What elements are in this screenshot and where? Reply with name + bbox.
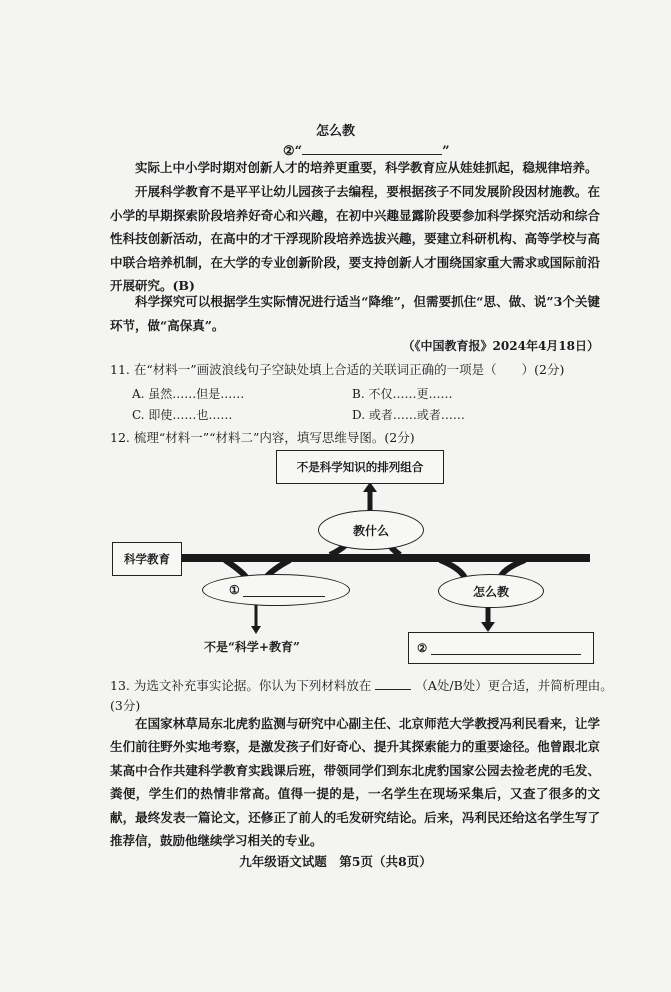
q11-option-a[interactable]: A. 虽然……但是…… (132, 387, 245, 401)
q11-option-d[interactable]: D. 或者……或者…… (352, 408, 465, 422)
q12-stem: 12. 梳理“材料一”“材料二”内容，填写思维导图。(2分) (110, 430, 415, 445)
ellipse-blank-1 (202, 574, 350, 606)
blank-suffix: ” (442, 144, 450, 159)
top-box: 不是科学知识的排列组合 (276, 450, 444, 484)
q13-material: 在国家林草局东北虎豹监测与研究中心副主任、北京师范大学教授冯利民看来，让学生们前往野外实地考察，是激发孩子们好奇心、提升其探索能力的重要途径。他曾跟北京某高中合作共建科学教育实践课后班，带领同学们到东北虎豹国家公园去捡老虎的毛发、粪便，学生们的热情非常高。值得一提的是，一名学生在现场采集后，又查了很多的文献，最终发表一篇论文，还修正了前人的毛发研究结论。后来，冯利民还给这名学生写了推荐信，鼓励他继续学习相关的专业。 (110, 716, 600, 849)
paragraph-2: 开展科学教育不是平平让幼儿园孩子去编程，要根据孩子不同发展阶段因材施教。在小学的早期探索阶段培养好奇心和兴趣，在初中兴趣显露阶段要参加科学探究活动和综合性科技创新活动，在高中的才干浮现阶段培养选拔兴趣，要建立科研机构、高等学校与高中联合培养机制，在大学的专业创新阶段，要支持创新人才围绕国家重大需求或国际前沿开展研究。(B) (110, 184, 600, 294)
ellipse-how-to-teach: 怎么教 (438, 574, 544, 608)
paragraph-3: 科学探究可以根据学生实际情况进行适当“降维”，但需要抓住“思、做、说”3个关键环节，做“高保真”。 (110, 294, 600, 333)
q13-score: (3分) (110, 698, 141, 713)
arrow-bottom-text (251, 626, 261, 634)
q11-option-b[interactable]: B. 不仅……更…… (352, 387, 453, 401)
arrow-blank2-box (481, 622, 495, 632)
blank-1-label: ① (229, 583, 240, 597)
source-citation: （《中国教育报》2024年4月18日） (402, 339, 599, 353)
q11-stem: 11. 在“材料一”画波浪线句子空缺处填上合适的关联词正确的一项是（ ）(2分) (110, 362, 565, 377)
paragraph-1: 实际上中小学时期对创新人才的培养更重要，科学教育应从娃娃抓起，稳规律培养。 (135, 160, 598, 175)
q13-stem (110, 676, 613, 694)
left-box: 科学教育 (112, 542, 182, 576)
blank-prefix: ②“ (283, 144, 303, 159)
q11-option-c[interactable]: C. 即使……也…… (132, 408, 233, 422)
branch-how-left (440, 560, 465, 578)
bottom-text: 不是“科学+教育” (204, 640, 300, 654)
blank-1-line[interactable] (243, 584, 325, 597)
blank-2-line[interactable] (431, 642, 581, 655)
q13-stem-b: （A处/B处）更合适，并简析理由。 (415, 678, 613, 693)
ellipse-what-to-teach: 教什么 (318, 510, 424, 550)
q13-stem-a: 13. 为选文补充事实论据。你认为下列材料放在 (110, 678, 372, 693)
q13-answer-blank[interactable] (375, 677, 411, 690)
section-title: 怎么教 (315, 124, 355, 139)
blank-2-box (408, 632, 594, 664)
page-footer: 九年级语文试题 第5页（共8页） (239, 854, 432, 869)
blank-2-label: ② (417, 641, 428, 655)
